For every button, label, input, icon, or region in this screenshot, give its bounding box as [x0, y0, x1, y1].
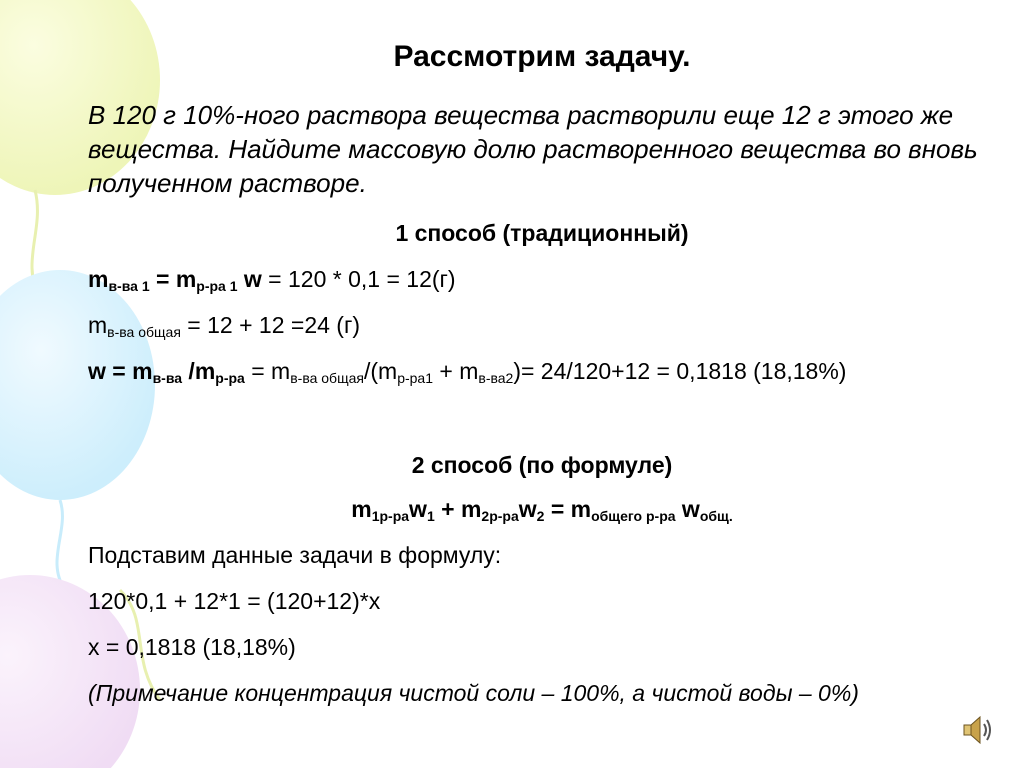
- subscript: в-ва общая: [290, 370, 364, 386]
- subscript: в-ва: [152, 370, 183, 386]
- subscript: общего р-ра: [591, 508, 676, 524]
- subscript: общ.: [699, 508, 733, 524]
- subscript: 1: [426, 508, 435, 524]
- method1-line3: [88, 358, 846, 385]
- eq-m: = m: [149, 266, 197, 292]
- subscript: р-ра 1: [196, 278, 238, 294]
- note-text: (Примечание концентрация чистой соли – 100%, а чистой воды – 0%): [88, 680, 859, 706]
- slide-title: Рассмотрим задачу.: [393, 40, 691, 73]
- subscript: р-ра1: [397, 370, 433, 386]
- method1-line2: [88, 312, 360, 339]
- plus-m: + m: [434, 496, 482, 522]
- calc-text: /(m: [363, 358, 398, 384]
- w-symbol: w: [675, 496, 700, 522]
- equation-2: x = 0,1818 (18,18%): [88, 634, 296, 660]
- method2-formula: [0, 496, 1024, 523]
- slash-m: /m: [182, 358, 216, 384]
- calc-text: = 12 + 12 =24 (г): [180, 312, 361, 338]
- subscript: 2: [536, 508, 545, 524]
- eq-m: = m: [544, 496, 592, 522]
- method2-heading: 2 способ (по формуле): [411, 452, 673, 478]
- calc-text: + m: [433, 358, 479, 384]
- subscript: в-ва 1: [108, 278, 150, 294]
- subscript: 2р-ра: [481, 508, 519, 524]
- w-formula: w = m: [88, 358, 153, 384]
- calc-text: = 120 * 0,1 = 12(г): [261, 266, 456, 292]
- m-symbol: m: [88, 312, 108, 338]
- method1-heading: 1 способ (традиционный): [395, 220, 689, 246]
- calc-result: )= 24/120+12 = 0,1818 (18,18%): [513, 358, 847, 384]
- calc-text: = m: [244, 358, 291, 384]
- m-symbol: m: [351, 496, 372, 522]
- w-symbol: w: [518, 496, 537, 522]
- subscript: в-ва2: [478, 370, 514, 386]
- equation-1: 120*0,1 + 12*1 = (120+12)*x: [88, 588, 381, 614]
- subscript: в-ва общая: [107, 324, 181, 340]
- subscript: р-ра: [215, 370, 245, 386]
- w-symbol: w: [237, 266, 262, 292]
- substitute-text: Подставим данные задачи в формулу:: [88, 542, 502, 568]
- m-symbol: m: [88, 266, 109, 292]
- problem-statement: В 120 г 10%-ного раствора вещества растворили еще 12 г этого же вещества. Найдите массовую долю растворенного вещества во вновь полученном растворе.: [88, 100, 978, 198]
- method1-line1: [88, 266, 456, 293]
- subscript: 1р-ра: [371, 508, 410, 524]
- w-symbol: w: [409, 496, 427, 522]
